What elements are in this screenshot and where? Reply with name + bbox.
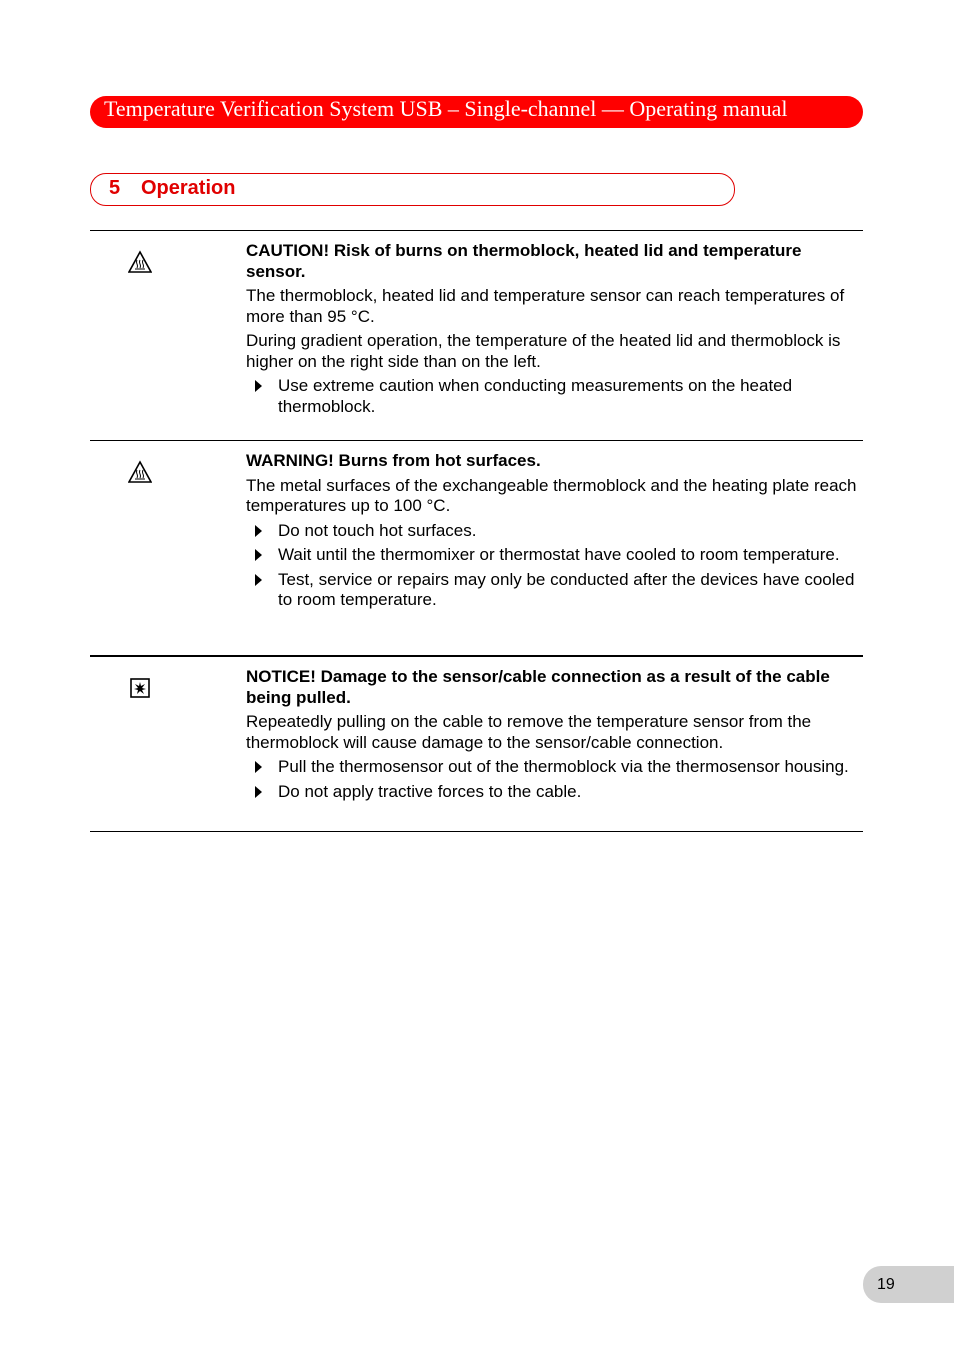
bullet-arrow-icon <box>255 549 262 561</box>
instruction-item: Use extreme caution when conducting measurements on the heated thermoblock. <box>246 376 863 417</box>
section-number: 5 <box>109 177 121 199</box>
instruction-item: Do not apply tractive forces to the cable. <box>246 782 863 803</box>
header-title: Temperature Verification System USB – Single-channel — Operating manual <box>104 96 788 121</box>
caution-notice <box>90 230 863 440</box>
instruction-item: Do not touch hot surfaces. <box>246 521 863 542</box>
bullet-arrow-icon <box>255 380 262 392</box>
hot-surface-warning-icon <box>128 250 152 274</box>
bullet-arrow-icon <box>255 574 262 586</box>
bullet-arrow-icon <box>255 761 262 773</box>
instruction-item: Pull the thermosensor out of the thermoblock via the thermosensor housing. <box>246 757 863 778</box>
section-heading <box>90 173 735 206</box>
warning-notice <box>90 440 863 655</box>
page-number: 19 <box>863 1266 954 1303</box>
bullet-arrow-icon <box>255 786 262 798</box>
instruction-item: Wait until the thermomixer or thermostat have cooled to room temperature. <box>246 545 863 566</box>
section-title: Operation <box>141 177 236 199</box>
hot-surface-warning-icon <box>128 460 152 484</box>
instruction-list <box>246 521 863 611</box>
instruction-list <box>246 757 863 802</box>
notice-text: Repeatedly pulling on the cable to remove the temperature sensor from the thermoblock will cause damage to the sensor/cable connection. <box>246 712 812 752</box>
safety-notices <box>90 230 863 832</box>
header-bar <box>90 96 863 128</box>
notice-text: The thermoblock, heated lid and temperature sensor can reach temperatures of more than 95 °C. <box>246 286 845 326</box>
notice-text: The metal surfaces of the exchangeable thermoblock and the heating plate reach temperatures up to 100 °C. <box>246 475 857 515</box>
instruction-list <box>246 376 863 417</box>
notice-title: NOTICE! Damage to the sensor/cable connection as a result of the cable being pulled. <box>246 667 830 707</box>
notice-text: During gradient operation, the temperature of the heated lid and thermoblock is higher on the right side than on the left. <box>246 331 841 371</box>
instruction-item: Test, service or repairs may only be conducted after the devices have cooled to room temperature. <box>246 570 863 611</box>
notice-title: CAUTION! Risk of burns on thermoblock, heated lid and temperature sensor. <box>246 241 802 281</box>
notice-title: WARNING! Burns from hot surfaces. <box>246 451 541 470</box>
bullet-arrow-icon <box>255 525 262 537</box>
damage-notice <box>90 655 863 832</box>
notice-damage-icon <box>128 676 152 700</box>
